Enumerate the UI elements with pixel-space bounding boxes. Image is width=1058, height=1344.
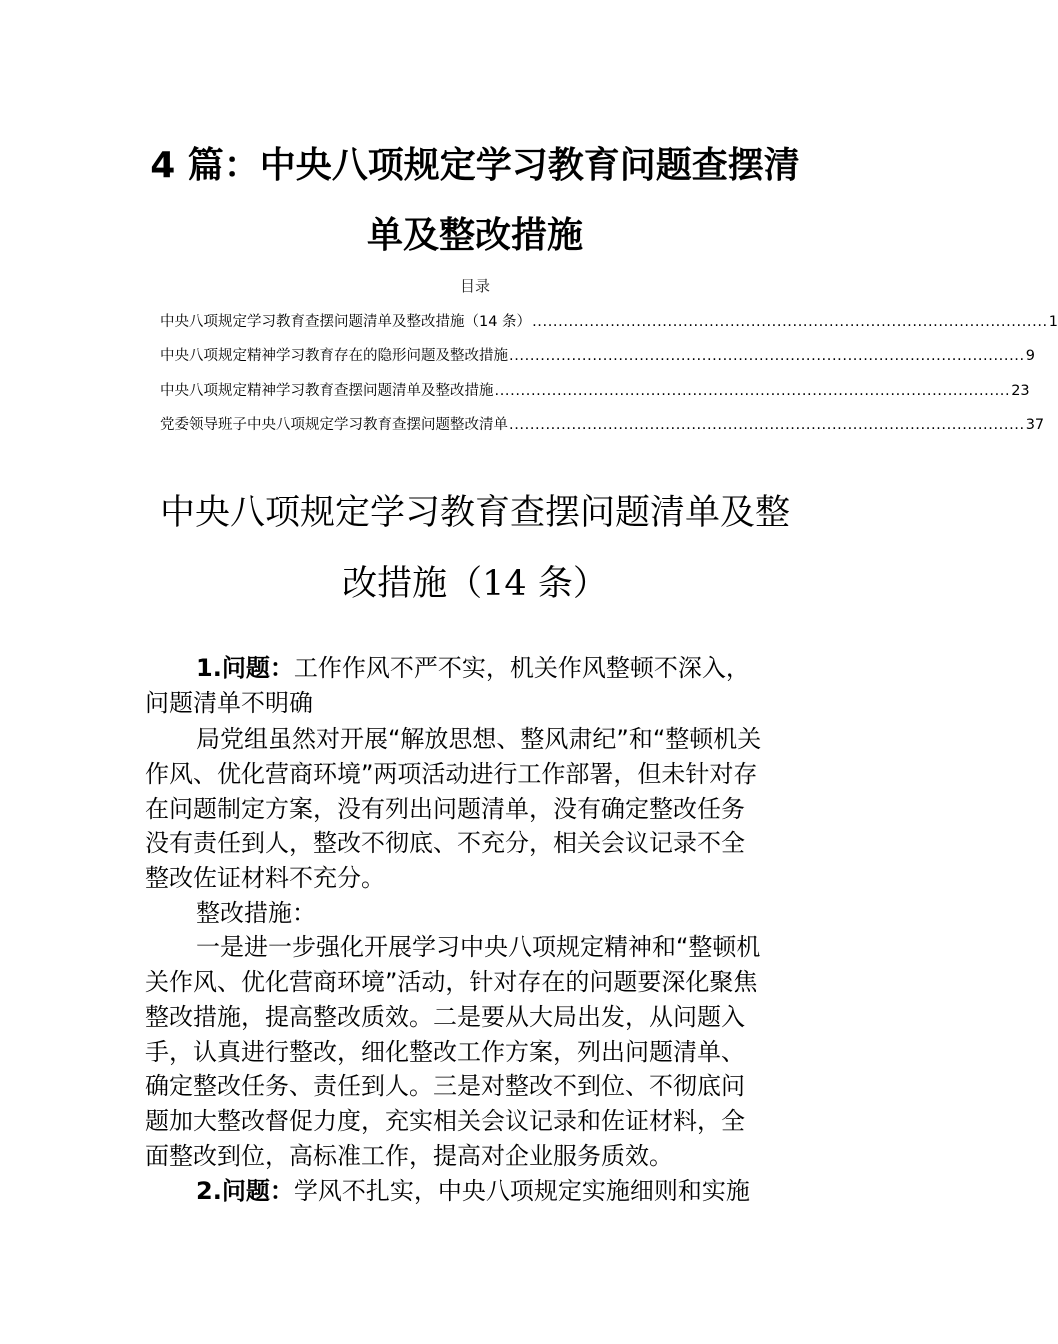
toc-leader-dots: ................................................................................................... [532, 314, 1048, 330]
toc-entry[interactable] [160, 416, 1045, 434]
toc-entry-page: 9 [1025, 348, 1035, 364]
item-1-label: 1.问题： [196, 654, 294, 682]
section-title-text: 改措施（ [342, 564, 483, 604]
toc-entry[interactable] [160, 313, 1058, 331]
toc-entry-text: 中央八项规定精神学习教育查摆问题清单及整改措施 [160, 383, 494, 399]
paragraph-line: 作风、优化营商环境”两项活动进行工作部署，但未针对存 [145, 760, 758, 788]
toc-entry-page: 23 [1011, 383, 1030, 399]
item-2-text: 学风不扎实，中央八项规定实施细则和实施 [293, 1177, 750, 1205]
item-1-heading-cont: 问题清单不明确 [145, 689, 313, 717]
toc-entry-text: 中央八项规定精神学习教育存在的隐形问题及整改措施 [160, 348, 508, 364]
toc-entry-page: 37 [1025, 417, 1045, 433]
toc-entry-text: 中央八项规定学习教育查摆问题清单及整改措施（14 条） [160, 314, 532, 330]
toc-leader-dots: ................................................................................................... [494, 383, 1011, 399]
toc-leader-dots: ................................................................................................... [509, 348, 1025, 364]
paragraph-line: 关作风、优化营商环境”活动，针对存在的问题要深化聚焦 [145, 968, 758, 996]
toc-leader-dots: ................................................................................................... [509, 417, 1025, 433]
measures-label: 整改措施： [196, 899, 316, 927]
toc-entry-page: 1 [1048, 314, 1058, 330]
paragraph-line: 面整改到位，高标准工作，提高对企业服务质效。 [145, 1142, 673, 1170]
paragraph-line: 整改佐证材料不充分。 [145, 864, 385, 892]
section-title-suffix: 条） [526, 564, 608, 604]
paragraph-line: 手，认真进行整改，细化整改工作方案，列出问题清单、 [145, 1038, 745, 1066]
section-title-line-1: 中央八项规定学习教育查摆问题清单及整 [159, 493, 790, 533]
toc-entry[interactable] [160, 382, 1030, 400]
toc-entry-text: 党委领导班子中央八项规定学习教育查摆问题整改清单 [160, 417, 508, 433]
section-title-count: 14 [482, 564, 527, 604]
document-title-line-2: 单及整改措施 [366, 215, 583, 256]
paragraph-line: 题加大整改督促力度，充实相关会议记录和佐证材料，全 [145, 1107, 745, 1135]
paragraph-line: 没有责任到人，整改不彻底、不充分，相关会议记录不全 [145, 829, 745, 857]
section-title-line-2 [100, 566, 850, 602]
item-2-heading [196, 1176, 816, 1206]
paragraph-line: 整改措施，提高整改质效。二是要从大局出发，从问题入 [145, 1003, 745, 1031]
paragraph-line: 确定整改任务、责任到人。三是对整改不到位、不彻底问 [145, 1072, 745, 1100]
item-1-text: 工作作风不严不实，机关作风整顿不深入， [293, 654, 750, 682]
toc-entry[interactable] [160, 347, 1035, 365]
item-2-label: 2.问题： [196, 1177, 294, 1205]
toc-heading: 目录 [459, 277, 490, 295]
paragraph-line: 一是进一步强化开展学习中央八项规定精神和“整顿机 [196, 933, 761, 961]
item-1-heading [196, 653, 816, 683]
paragraph-line: 在问题制定方案，没有列出问题清单，没有确定整改任务 [145, 795, 745, 823]
paragraph-line: 局党组虽然对开展“解放思想、整风肃纪”和“整顿机关 [196, 725, 762, 753]
document-title-line-1: 4 篇：中央八项规定学习教育问题查摆清 [150, 145, 800, 186]
